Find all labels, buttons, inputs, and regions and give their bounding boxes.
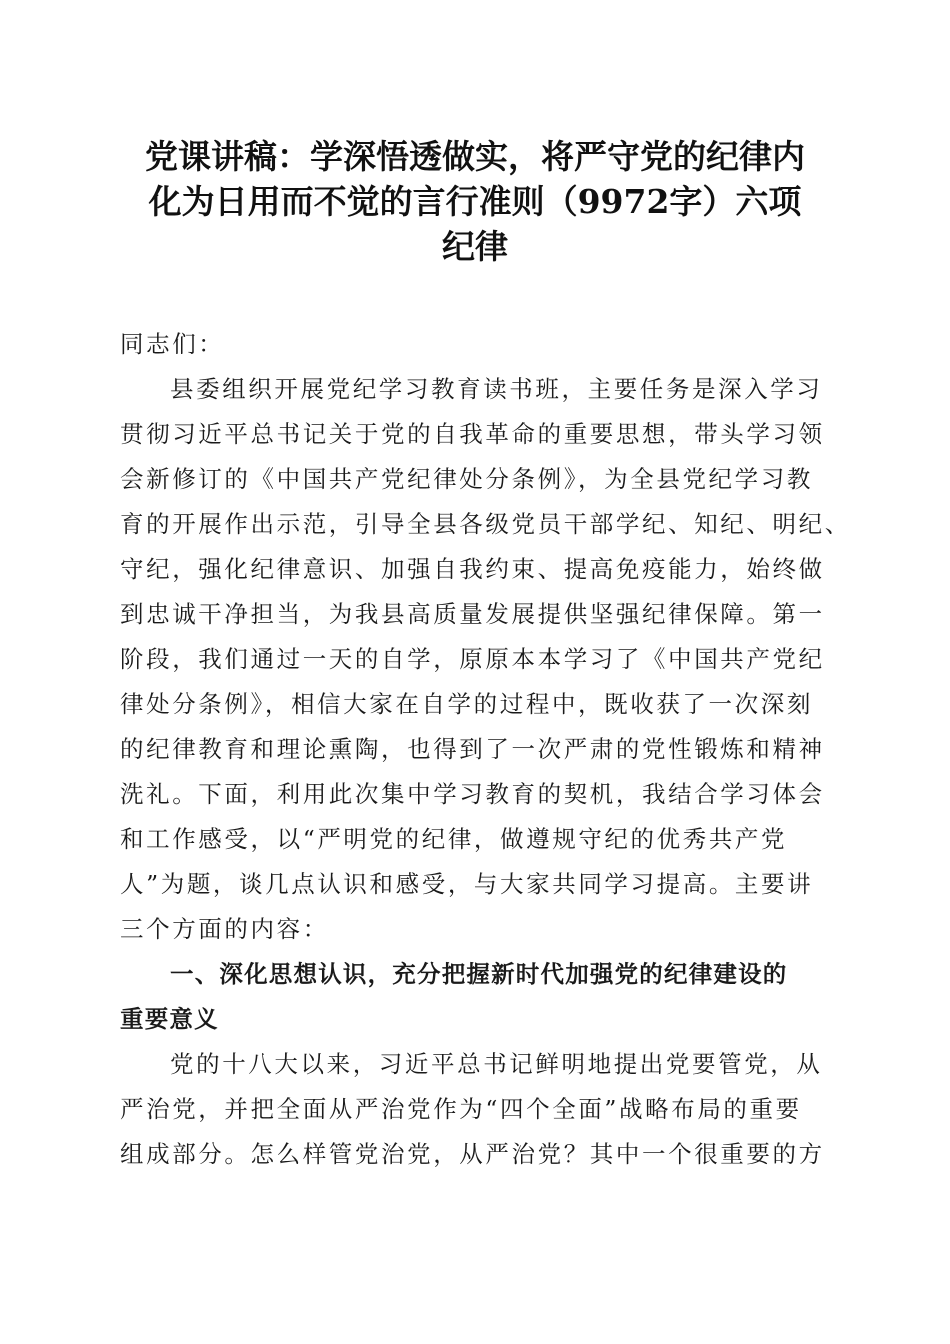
paragraph-line: 的纪律教育和理论熏陶，也得到了一次严肃的党性锻炼和精神 [120, 735, 825, 763]
paragraph-line: 三个方面的内容： [120, 915, 329, 943]
paragraph-line: 贯彻习近平总书记关于党的自我革命的重要思想，带头学习领 [120, 420, 825, 448]
paragraph-line: 洗礼。下面，利用此次集中学习教育的契机，我结合学习体会 [120, 780, 825, 808]
paragraph-line: 守纪，强化纪律意识、加强自我约束、提高免疫能力，始终做 [120, 555, 825, 583]
paragraph-line: 组成部分。怎么样管党治党，从严治党？其中一个很重要的方 [120, 1140, 825, 1168]
paragraph-line: 到忠诚干净担当，为我县高质量发展提供坚强纪律保障。第一 [120, 600, 825, 628]
paragraph-line: 县委组织开展党纪学习教育读书班，主要任务是深入学习 [170, 375, 823, 403]
paragraph-line: 严治党，并把全面从严治党作为“四个全面”战略布局的重要 [120, 1095, 802, 1123]
paragraph-line: 和工作感受，以“严明党的纪律，做遵规守纪的优秀共产党 [120, 825, 788, 853]
title-line: 党课讲稿：学深悟透做实，将严守党的纪律内 [145, 137, 805, 176]
title-line: 纪律 [442, 227, 508, 266]
paragraph-line: 育的开展作出示范，引导全县各级党员干部学纪、知纪、明纪、 [120, 510, 851, 538]
document-title [110, 134, 840, 269]
section-1-heading [120, 952, 830, 1042]
paragraph-line: 会新修订的《中国共产党纪律处分条例》，为全县党纪学习教 [120, 465, 813, 493]
title-line: 化为日用而不觉的言行准则（9972字）六项 [148, 182, 802, 221]
paragraph-line: 党的十八大以来，习近平总书记鲜明地提出党要管党，从 [170, 1050, 823, 1078]
paragraph-line: 律处分条例》，相信大家在自学的过程中，既收获了一次深刻 [120, 690, 813, 718]
paragraph-line: 人”为题，谈几点认识和感受，与大家共同学习提高。主要讲 [120, 870, 814, 898]
salutation: 同志们： [120, 330, 225, 358]
document-body [120, 322, 851, 1177]
paragraph-line: 阶段，我们通过一天的自学，原原本本学习了《中国共产党纪 [120, 645, 825, 673]
paragraph-1 [120, 367, 851, 952]
section-heading-line: 重要意义 [120, 1005, 219, 1033]
section-heading-line: 一、深化思想认识，充分把握新时代加强党的纪律建设的 [170, 960, 788, 988]
paragraph-2 [120, 1042, 830, 1177]
